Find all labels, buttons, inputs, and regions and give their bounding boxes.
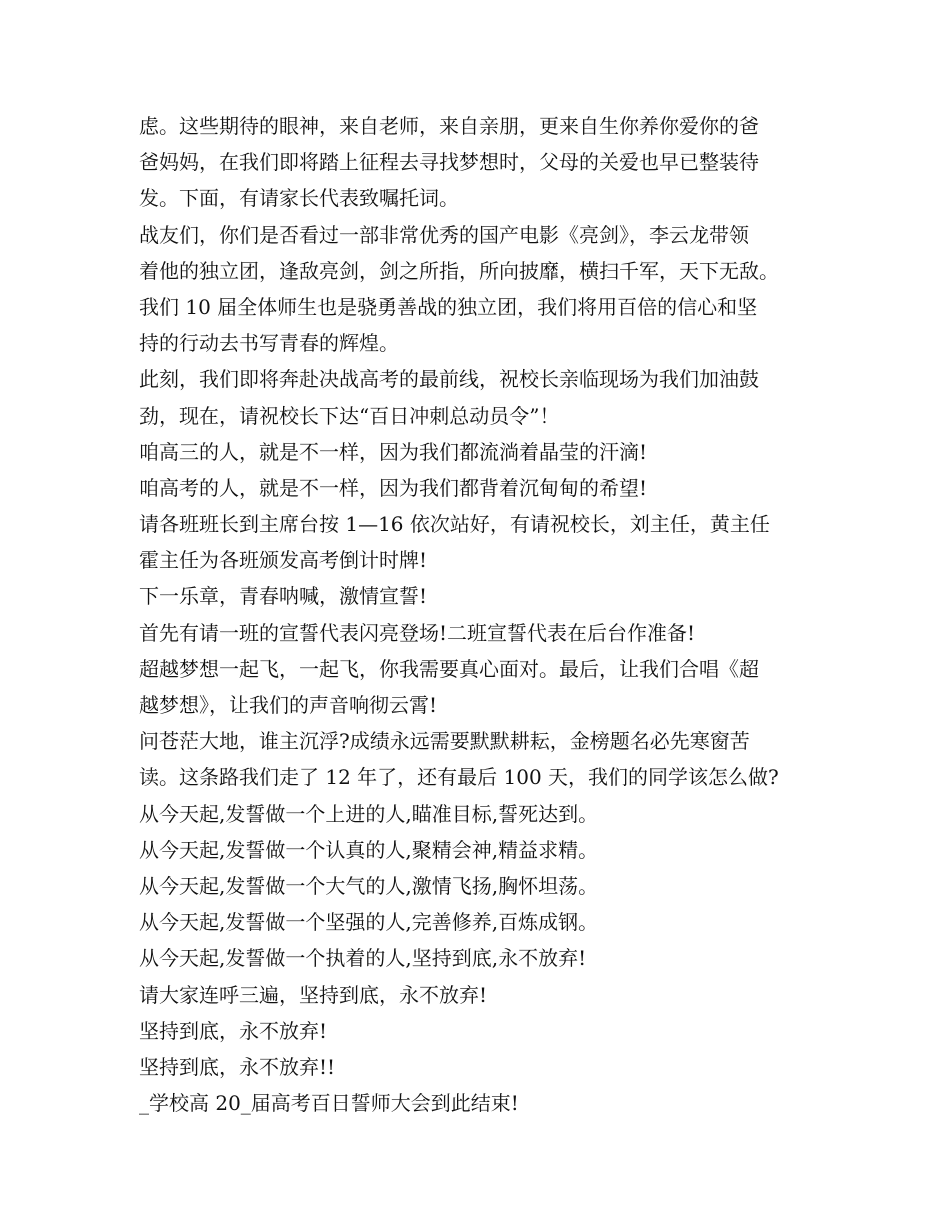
text-line: 越梦想》，让我们的声音响彻云霄!	[139, 693, 438, 717]
document-body	[139, 108, 829, 1121]
text-line: 此刻，我们即将奔赴决战高考的最前线，祝校长亲临现场为我们加油鼓	[139, 367, 759, 392]
text-line: 首先有请一班的宣誓代表闪亮登场!二班宣誓代表在后台作准备!	[139, 620, 696, 645]
text-line: 咱高三的人，就是不一样，因为我们都流淌着晶莹的汗滴!	[139, 439, 648, 464]
text-line: 我们 10 届全体师生也是骁勇善战的独立团，我们将用百倍的信心和坚	[139, 294, 758, 319]
text-line: 劲，现在，请祝校长下达“百日冲刺总动员令”！	[139, 403, 560, 428]
text-line: 咱高考的人，就是不一样，因为我们都背着沉甸甸的希望!	[139, 475, 648, 500]
text-line: _学校高 20_届高考百日誓师大会到此结束!	[139, 1091, 519, 1116]
text-line: 问苍茫大地，谁主沉浮?成绩永远需要默默耕耘，金榜题名必先寒窗苦	[139, 729, 750, 754]
text-line: 从今天起,发誓做一个大气的人,激情飞扬,胸怀坦荡。	[139, 873, 599, 898]
text-line: 从今天起,发誓做一个认真的人,聚精会神,精益求精。	[139, 837, 599, 862]
text-line: 坚持到底，永不放弃!	[139, 1018, 328, 1043]
text-line: 爸妈妈，在我们即将踏上征程去寻找梦想时，父母的关爱也早已整装待	[139, 150, 759, 175]
text-line: 请大家连呼三遍，坚持到底，永不放弃!	[139, 982, 488, 1007]
text-line: 从今天起,发誓做一个上进的人,瞄准目标,誓死达到。	[139, 801, 599, 826]
text-line: 超越梦想一起飞，一起飞，你我需要真心面对。最后，让我们合唱《超	[139, 656, 759, 681]
text-line: 着他的独立团，逢敌亮剑，剑之所指，所向披靡，横扫千军，天下无敌。	[139, 258, 779, 283]
text-line: 霍主任为各班颁发高考倒计时牌!	[139, 548, 428, 573]
text-line: 读。这条路我们走了 12 年了，还有最后 100 天，我们的同学该怎么做?	[139, 765, 779, 790]
text-line: 坚持到底，永不放弃!!	[139, 1054, 336, 1079]
text-line: 从今天起,发誓做一个坚强的人,完善修养,百炼成钢。	[139, 910, 599, 935]
text-line: 请各班班长到主席台按 1—16 依次站好，有请祝校长，刘主任，黄主任	[139, 512, 770, 537]
text-line: 虑。这些期待的眼神，来自老师，来自亲朋，更来自生你养你爱你的爸	[139, 114, 759, 138]
text-line: 持的行动去书写青春的辉煌。	[139, 331, 399, 356]
text-line: 从今天起,发誓做一个执着的人,坚持到底,永不放弃!	[139, 946, 587, 971]
text-line: 发。下面，有请家长代表致嘱托词。	[139, 186, 459, 211]
text-line: 下一乐章，青春呐喊，激情宣誓!	[139, 584, 428, 609]
text-line: 战友们，你们是否看过一部非常优秀的国产电影《亮剑》，李云龙带领	[139, 222, 749, 247]
